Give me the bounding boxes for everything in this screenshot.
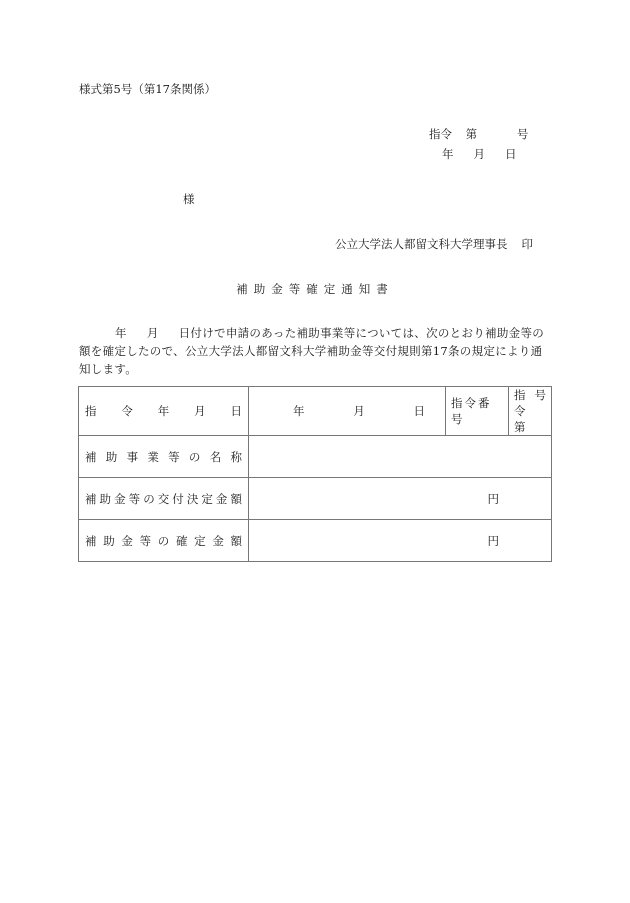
order-go: 号: [516, 127, 529, 141]
order-number-label: 指令番号: [446, 387, 509, 436]
table-row: [79, 387, 552, 436]
project-name-label: 補 助 事 業 等 の 名 称: [79, 436, 249, 478]
details-table: [78, 386, 552, 562]
order-date-value: 年 月 日: [249, 387, 446, 436]
order-number: [429, 126, 528, 142]
issue-date: 年 月 日: [442, 147, 517, 161]
confirmed-amount-value: 円: [249, 520, 552, 562]
table-row: [79, 478, 552, 520]
body-text: 年 月 日付けで申請のあった補助事業等については、次のとおり補助金等の額を確定したので、公立大学法人都留文科大学補助金等交付規則第17条の規定により通知します。: [79, 326, 545, 376]
issuer: [335, 236, 533, 252]
order-number-value: 指令第 号: [509, 387, 552, 436]
grant-decision-amount-value: 円: [249, 478, 552, 520]
issuer-name: 公立大学法人都留文科大学理事長: [335, 237, 508, 251]
addressee: 様: [183, 192, 195, 206]
order-date-label: 指 令 年 月 日: [79, 387, 249, 436]
form-id: 様式第5号（第17条関係）: [79, 82, 216, 96]
confirmed-amount-label: 補 助 金 等 の 確 定 金 額: [79, 520, 249, 562]
table-row: [79, 520, 552, 562]
order-prefix: 指令: [429, 127, 452, 141]
document-title: 補助金等確定通知書: [236, 282, 394, 296]
seal: 印: [521, 237, 533, 251]
grant-decision-amount-label: 補 助 金 等 の 交 付 決 定 金 額: [79, 478, 249, 520]
project-name-value: [249, 436, 552, 478]
order-dai: 第: [465, 127, 478, 141]
table-row: [79, 436, 552, 478]
